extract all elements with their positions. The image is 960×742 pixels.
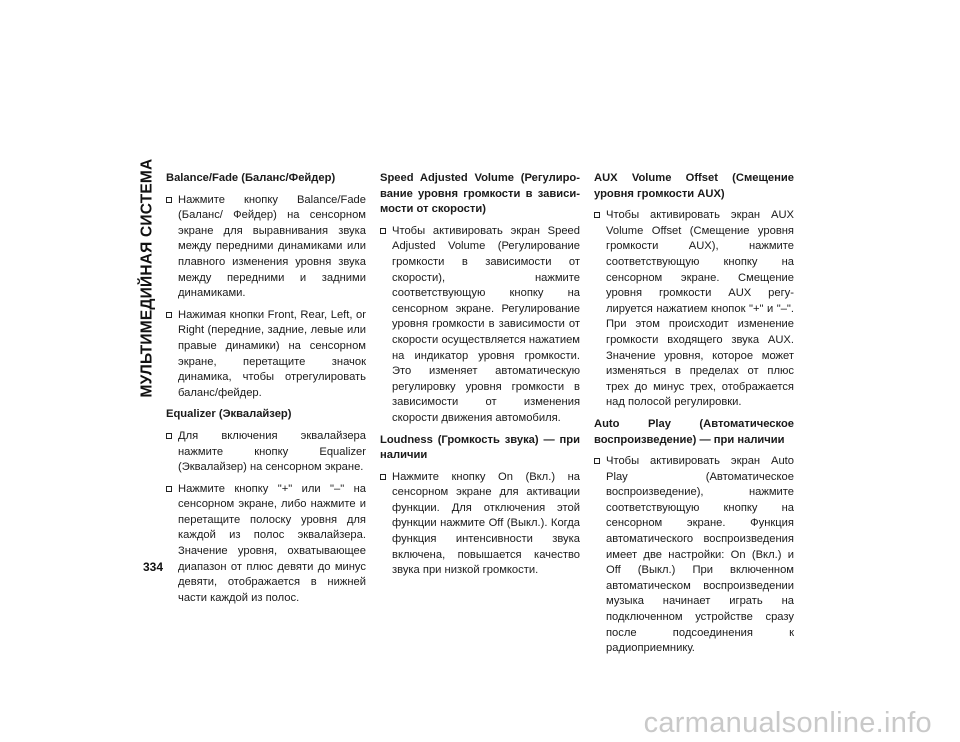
page-number: 334 xyxy=(143,560,164,574)
list-item-text: Нажмите кнопку Balance/Fade (Баланс/ Фейдер) на сенсорном экране для выравнивания звука между передними динамиками или плавного изменения уровня звука между передними и задними динамиками. xyxy=(178,193,366,300)
column-2 xyxy=(380,171,580,585)
list-item xyxy=(594,208,794,411)
heading-balance-fade: Balance/Fade (Баланс/Фейдер) xyxy=(166,172,336,184)
checkbox-bullet-icon xyxy=(380,228,386,234)
heading-speed-adjusted-volume: Speed Adjusted Volume (Регулирование уровня громкости в зависимости от скорости) xyxy=(380,172,580,216)
list-item xyxy=(166,429,366,476)
checkbox-bullet-icon xyxy=(380,474,386,480)
list-item xyxy=(166,193,366,302)
column-3 xyxy=(594,171,794,663)
watermark: carmanualsonline.info xyxy=(643,707,932,739)
section-side-title xyxy=(135,150,159,405)
checkbox-bullet-icon xyxy=(594,458,600,464)
list-item xyxy=(166,482,366,607)
checkbox-bullet-icon xyxy=(166,197,172,203)
checkbox-bullet-icon xyxy=(166,486,172,492)
checkbox-bullet-icon xyxy=(166,312,172,318)
list-item-text: Для включения эквалайзера нажмите кнопку Equalizer (Эквалайзер) на сенсорном экране. xyxy=(178,429,366,474)
list-item-text: Чтобы активировать экран Auto Play (Автоматическое воспроизведение), нажмите соответствующую кнопку на сенсорном экране. Функция автоматического воспроизведения имеет две настройки: On (Вкл.) и Off (Выкл.) При включенном автоматическом воспроизведении музыка начинает играть на подключенном устройстве сразу после подсоединения к радиоприемнику. xyxy=(606,455,794,655)
checkbox-bullet-icon xyxy=(594,212,600,218)
list-item xyxy=(380,470,580,579)
heading-equalizer: Equalizer (Эквалайзер) xyxy=(166,408,292,421)
heading-auto-play: Auto Play (Автоматическое воспроизведение) — при наличии xyxy=(594,417,794,446)
column-1 xyxy=(166,171,366,612)
list-item-text: Нажмите кнопку On (Вкл.) на сенсорном экране для активации функции. Для отключения этой функции нажмите Off (Выкл.). Когда функция интенсивности звука включена, повышается качество звука при низкой громкости. xyxy=(392,470,580,577)
list-item xyxy=(166,308,366,402)
section-side-title-text: МУЛЬТИМЕДИЙНАЯ СИСТЕМА xyxy=(138,158,156,397)
checkbox-bullet-icon xyxy=(166,433,172,439)
heading-aux-volume-offset: AUX Volume Offset (Смещение уровня громкости AUX) xyxy=(594,172,794,200)
list-item-text: Нажмите кнопку "+" или "–" на сенсорном экране, либо нажмите и перетащите полоску уровня для каждой из полос эквалайзера. Значение уровня, охватывающее диапазон от плюс девяти до минус девяти, отображается в нижней части каждой из полос. xyxy=(178,482,366,604)
list-item-text: Чтобы активировать экран Speed Adjusted Volume (Регулирование громкости в зависимости от скорости), нажмите соответствующую кнопку на сенсорном экране. Регулирование уровня громкости в зависимости от скорости осуществляется нажатием на индикатор уровня громкости. Это изменяет автоматическую регулировку уровня громкости в зависимости от изменения скорости движения автомобиля. xyxy=(392,224,580,424)
list-item xyxy=(380,224,580,427)
list-item-text: Чтобы активировать экран AUX Volume Offset (Смещение уровня громкости AUX), нажмите соответствующую кнопку на сенсорном экране. Смещение уровня громкости AUX регулируется нажатием кнопок "+" и "–". При этом происходит изменение громкости входящего звука AUX. Значение уровня, которое может изменяться в пределах от плюс трех до минус трех, отображается над полосой регулировки. xyxy=(606,209,794,409)
list-item xyxy=(594,454,794,657)
list-item-text: Нажимая кнопки Front, Rear, Left, or Right (передние, задние, левые или правые динамики) на сенсорном экране, перетащите значок динамика, чтобы отрегулировать баланс/фейдер. xyxy=(178,308,366,399)
heading-loudness: Loudness (Громкость звука) — при наличии xyxy=(380,433,580,462)
